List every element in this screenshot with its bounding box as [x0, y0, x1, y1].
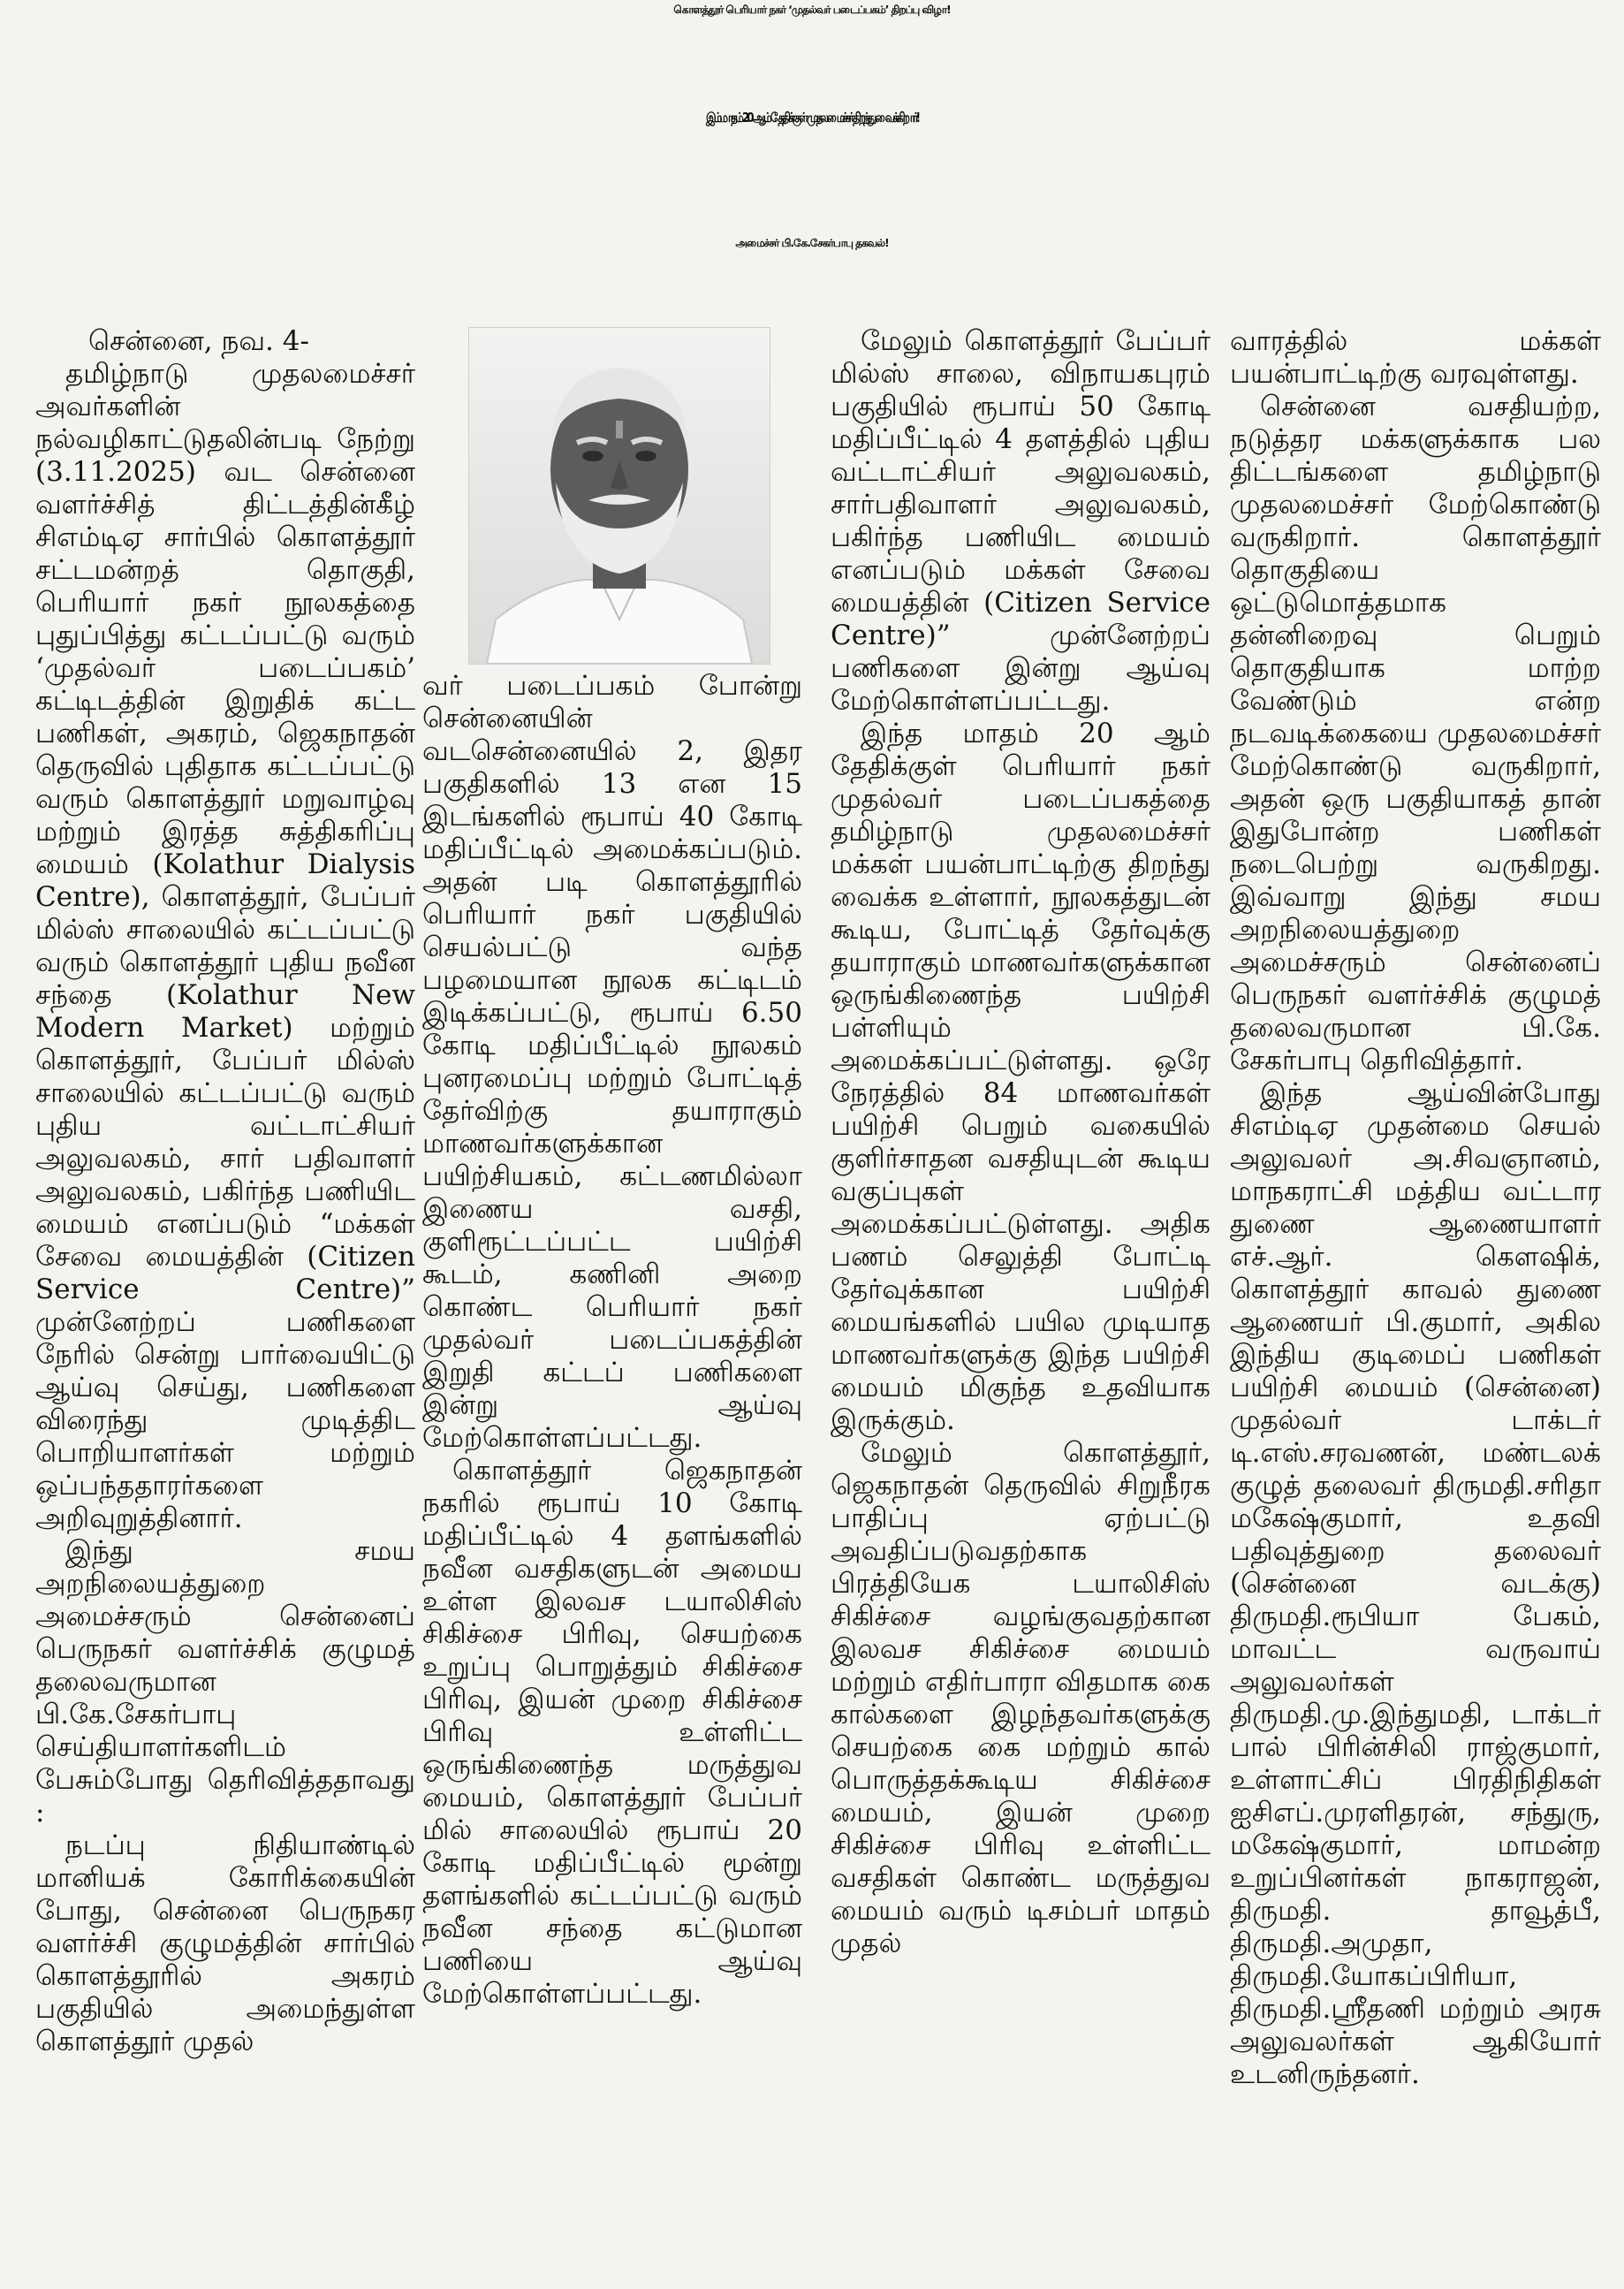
- minister-portrait-photo: [468, 327, 770, 665]
- kicker-headline: கொளத்தூர் பெரியார் நகர் ‘முதல்வர் படைப்பகம்’ திறப்பு விழா!: [673, 4, 951, 16]
- sub-headline: அமைச்சர் பி.கே.சேகர்பாபு தகவல்!: [735, 237, 889, 249]
- paragraph: வாரத்தில் மக்கள் பயன்பாட்டிற்கு வரவுள்ளது.: [1230, 325, 1601, 390]
- article-column-1: [35, 325, 415, 2058]
- paragraph: தமிழ்நாடு முதலமைச்சர் அவர்களின் நல்வழிகாட்டுதலின்படி நேற்று (3.11.2025) வட சென்னை வளர்ச்சித் திட்டத்தின்கீழ் சிஎம்டிஏ சார்பில் கொளத்தூர் சட்டமன்றத் தொகுதி, பெரியார் நகர் நூலகத்தை புதுப்பித்து கட்டப்பட்டு வரும் ‘முதல்வர் படைப்பகம்’ கட்டிடத்தின் இறுதிக் கட்ட பணிகள், அகரம், ஜெகநாதன் தெருவில் புதிதாக கட்டப்பட்டு வரும் கொளத்தூர் மறுவாழ்வு மற்றும் இரத்த சுத்திகரிப்பு மையம் (Kolathur Dialysis Centre), கொளத்தூர், பேப்பர் மில்ஸ் சாலையில் கட்டப்பட்டு வரும் கொளத்தூர் புதிய நவீன சந்தை (Kolathur New Modern Market) மற்றும் கொளத்தூர், பேப்பர் மில்ஸ் சாலையில் கட்டப்பட்டு வரும் புதிய வட்டாட்சியர் அலுவலகம், சார் பதிவாளர் அலுவலகம், பகிர்ந்த பணியிட மையம் எனப்படும் “மக்கள் சேவை மையத்தின் (Citizen Service Centre)” முன்னேற்றப் பணிகளை நேரில் சென்று பார்வையிட்டு ஆய்வு செய்து, பணிகளை விரைந்து முடித்திட பொறியாளர்கள் மற்றும் ஒப்பந்ததாரர்களை அறிவுறுத்தினார்.: [35, 358, 415, 1534]
- main-headline: இம்மாதம் 20 ஆம் தேதிக்குள் முதலமைச்சர் திறந்து வைக்கிறார்!: [706, 110, 918, 125]
- article-column-2: [422, 670, 802, 2011]
- paragraph: கொளத்தூர் ஜெகநாதன் நகரில் ரூபாய் 10 கோடி மதிப்பீட்டில் 4 தளங்களில் நவீன வசதிகளுடன் அமைய உள்ள இலவச டயாலிசிஸ் சிகிச்சை பிரிவு, செயற்கை உறுப்பு பொறுத்தும் சிகிச்சை பிரிவு, இயன் முறை சிகிச்சை பிரிவு உள்ளிட்ட ஒருங்கிணைந்த மருத்துவ மையம், கொளத்தூர் பேப்பர் மில் சாலையில் ரூபாய் 20 கோடி மதிப்பீட்டில் மூன்று தளங்களில் கட்டப்பட்டு வரும் நவீன சந்தை கட்டுமான பணியை ஆய்வு மேற்கொள்ளப்பட்டது.: [422, 1455, 802, 2010]
- paragraph: வர் படைப்பகம் போன்று சென்னையின் வடசென்னையில் 2, இதர பகுதிகளில் 13 என 15 இடங்களில் ரூபாய் 40 கோடி மதிப்பீட்டில் அமைக்கப்படும். அதன் படி கொளத்தூரில் பெரியார் நகர் பகுதியில் செயல்பட்டு வந்த பழமையான நூலக கட்டிடம் இடிக்கப்பட்டு, ரூபாய் 6.50 கோடி மதிப்பீட்டில் நூலகம் புனரமைப்பு மற்றும் போட்டித் தேர்விற்கு தயாராகும் மாணவர்களுக்கான பயிற்சியகம், கட்டணமில்லா இணைய வசதி, குளிரூட்டப்பட்ட பயிற்சி கூடம், கணினி அறை கொண்ட பெரியார் நகர் முதல்வர் படைப்பகத்தின் இறுதி கட்டப் பணிகளை இன்று ஆய்வு மேற்கொள்ளப்பட்டது.: [422, 670, 802, 1454]
- dateline: சென்னை, நவ. 4-: [88, 325, 309, 357]
- article-column-3: [831, 325, 1210, 1960]
- paragraph: மேலும் கொளத்தூர் பேப்பர் மில்ஸ் சாலை, விநாயகபுரம் பகுதியில் ரூபாய் 50 கோடி மதிப்பீட்டில் 4 தளத்தில் புதிய வட்டாட்சியர் அலுவலகம், சார்பதிவாளர் அலுவலகம், பகிர்ந்த பணியிட மையம் எனப்படும் மக்கள் சேவை மையத்தின் (Citizen Service Centre)” முன்னேற்றப் பணிகளை இன்று ஆய்வு மேற்கொள்ளப்பட்டது.: [831, 325, 1210, 717]
- paragraph: நடப்பு நிதியாண்டில் மானியக் கோரிக்கையின் போது, சென்னை பெருநகர வளர்ச்சி குழுமத்தின் சார்பில் கொளத்தூரில் அகரம் பகுதியில் அமைந்துள்ள கொளத்தூர் முதல்: [35, 1829, 415, 2057]
- paragraph: சென்னை வசதியற்ற, நடுத்தர மக்களுக்காக பல திட்டங்களை தமிழ்நாடு முதலமைச்சர் மேற்கொண்டு வருகிறார். கொளத்தூர் தொகுதியை ஒட்டுமொத்தமாக தன்னிறைவு பெறும் தொகுதியாக மாற்ற வேண்டும் என்ற நடவடிக்கையை முதலமைச்சர் மேற்கொண்டு வருகிறார், அதன் ஒரு பகுதியாகத் தான் இதுபோன்ற பணிகள் நடைபெற்று வருகிறது. இவ்வாறு இந்து சமய அறநிலையத்துறை அமைச்சரும் சென்னைப் பெருநகர் வளர்ச்சிக் குழுமத் தலைவருமான பி.கே. சேகர்பாபு தெரிவித்தார்.: [1230, 391, 1601, 1076]
- paragraph: இந்து சமய அறநிலையத்துறை அமைச்சரும் சென்னைப் பெருநகர் வளர்ச்சிக் குழுமத் தலைவருமான பி.கே.சேகர்பாபு செய்தியாளர்களிடம் பேசும்போது தெரிவித்ததாவது :: [35, 1535, 415, 1829]
- paragraph: மேலும் கொளத்தூர், ஜெகநாதன் தெருவில் சிறுநீரக பாதிப்பு ஏற்பட்டு அவதிப்படுவதற்காக பிரத்தியேக டயாலிசிஸ் சிகிச்சை வழங்குவதற்கான இலவச சிகிச்சை மையம் மற்றும் எதிர்பாரா விதமாக கை கால்களை இழந்தவர்களுக்கு செயற்கை கை மற்றும் கால் பொருத்தக்கூடிய சிகிச்சை மையம், இயன் முறை சிகிச்சை பிரிவு உள்ளிட்ட வசதிகள் கொண்ட மருத்துவ மையம் வரும் டிசம்பர் மாதம் முதல்: [831, 1437, 1210, 1959]
- paragraph: இந்த மாதம் 20 ஆம் தேதிக்குள் பெரியார் நகர் முதல்வர் படைப்பகத்தை தமிழ்நாடு முதலமைச்சர் மக்கள் பயன்பாட்டிற்கு திறந்து வைக்க உள்ளார், நூலகத்துடன் கூடிய, போட்டித் தேர்வுக்கு தயாராகும் மாணவர்களுக்கான ஒருங்கிணைந்த பயிற்சி பள்ளியும் அமைக்கப்பட்டுள்ளது. ஒரே நேரத்தில் 84 மாணவர்கள் பயிற்சி பெறும் வகையில் குளிர்சாதன வசதியுடன் கூடிய வகுப்புகள் அமைக்கப்பட்டுள்ளது. அதிக பணம் செலுத்தி போட்டி தேர்வுக்கான பயிற்சி மையங்களில் பயில முடியாத மாணவர்களுக்கு இந்த பயிற்சி மையம் மிகுந்த உதவியாக இருக்கும்.: [831, 718, 1210, 1436]
- article-column-4: [1230, 325, 1601, 2091]
- portrait-illustration: [469, 328, 770, 664]
- paragraph: இந்த ஆய்வின்போது சிஎம்டிஏ முதன்மை செயல் அலுவலர் அ.சிவஞானம், மாநகராட்சி மத்திய வட்டார துணை ஆணையாளர் எச்.ஆர். கௌஷிக், கொளத்தூர் காவல் துணை ஆணையர் பி.குமார், அகில இந்திய குடிமைப் பணிகள் பயிற்சி மையம் (சென்னை) முதல்வர் டாக்டர் டி.எஸ்.சரவணன், மண்டலக் குழுத் தலைவர் திருமதி.சரிதா மகேஷ்குமார், உதவி பதிவுத்துறை தலைவர் (சென்னை வடக்கு) திருமதி.ரூபியா பேகம், மாவட்ட வருவாய் அலுவலர்கள் திருமதி.மு.இந்துமதி, டாக்டர் பால் பிரின்சிலி ராஜ்குமார், உள்ளாட்சிப் பிரதிநிதிகள் ஐசிஎப்.முரளிதரன், சந்துரு, மகேஷ்குமார், மாமன்ற உறுப்பினர்கள் நாகராஜன், திருமதி. தாவூத்பீ, திருமதி.அமுதா, திருமதி.யோகப்பிரியா, திருமதி.ஸ்ரீதணி மற்றும் அரசு அலுவலர்கள் ஆகியோர் உடனிருந்தனர்.: [1230, 1077, 1601, 2090]
